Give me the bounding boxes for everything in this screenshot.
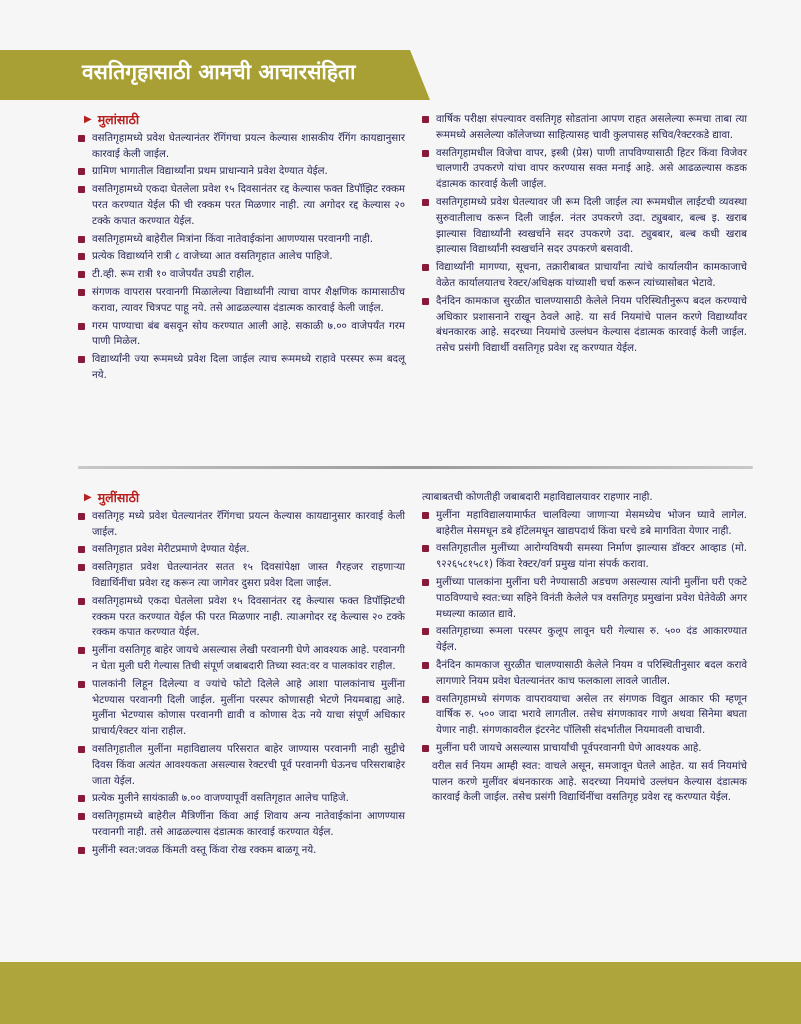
square-bullet-icon bbox=[422, 298, 429, 305]
arrow-right-icon: ▶ bbox=[84, 492, 92, 503]
rule-text: मुलींना महाविद्यालयामार्फत चालविल्या जाणाऱ्या मेसमध्येच भोजन घ्यावे लागेल. बाहेरील मेसमधून डबे हॉटेलमधून खाद्यपदार्थ किंवा घरचे डबे मागविता येणार नाही. bbox=[436, 509, 747, 537]
square-bullet-icon bbox=[78, 186, 85, 193]
square-bullet-icon bbox=[78, 813, 85, 820]
rule-item bbox=[78, 843, 405, 859]
girls-section-title: मुलींसाठी bbox=[97, 490, 140, 505]
rule-item bbox=[422, 195, 747, 258]
square-bullet-icon bbox=[422, 662, 429, 669]
rule-item bbox=[422, 260, 747, 292]
square-bullet-icon bbox=[78, 546, 85, 553]
girls-right-column bbox=[422, 490, 747, 808]
boys-left-column bbox=[78, 112, 405, 386]
section-divider bbox=[78, 466, 753, 469]
square-bullet-icon bbox=[78, 681, 85, 688]
rule-text: वसतिगृहामध्ये प्रवेश घेतल्यावर जी रूम दिली जाईल त्या रूममधील लाईटची व्यवस्था सुरुवातीलाच करून दिली जाईल. नंतर उपकरणे उदा. ट्युबबार, बल्ब इ. खराब झाल्यास विद्यार्थ्यांनी स्वखर्चाने सदर उपकरणे उदा. ट्युबबार, बल्ब कधी खराब झाल्यास विद्यार्थ्यांनी स्वखर्चाने सदर उपकरणे बसवावी. bbox=[436, 196, 747, 256]
square-bullet-icon bbox=[78, 135, 85, 142]
rule-item bbox=[422, 624, 747, 656]
rule-item bbox=[422, 575, 747, 622]
rule-item bbox=[78, 643, 405, 675]
rule-item bbox=[78, 560, 405, 592]
square-bullet-icon bbox=[78, 323, 85, 330]
rule-text: वसतिगृहातील मुलींना महाविद्यालय परिसरात बाहेर जाण्यास परवानगी नाही सुट्टीचे दिवस किंवा अत्यंत आवश्यकता असल्यास रेक्टरची पूर्व परवानगी घेऊनच परिसराबाहेर जाता येईल. bbox=[92, 743, 405, 787]
square-bullet-icon bbox=[78, 253, 85, 260]
rule-item bbox=[78, 742, 405, 789]
rule-text: वसतिगृहामध्ये प्रवेश घेतल्यानंतर रॅगिंगचा प्रयत्न केल्यास शासकीय रॅगिंग कायद्यानुसार कारवाई केली जाईल. bbox=[92, 132, 405, 160]
rule-item bbox=[78, 542, 405, 558]
rule-text: दैनंदिन कामकाज सुरळीत चालण्यासाठी केलेले नियम व परिस्थितीनुसार बदल करावे लागणारे नियम प्रवेश घेतल्यानंतर काच फलकाला लावले जातील. bbox=[436, 659, 747, 687]
rule-item bbox=[78, 809, 405, 841]
rule-item bbox=[78, 232, 405, 248]
rule-item bbox=[422, 112, 747, 144]
square-bullet-icon bbox=[422, 264, 429, 271]
rule-text: वसतिगृहामध्ये बाहेरील मित्रांना किंवा नातेवाईकांना आणण्यास परवानगी नाही. bbox=[92, 233, 373, 245]
rule-item bbox=[78, 509, 405, 541]
rule-text: वसतिगृहातील मुलींच्या आरोग्यविषयी समस्या निर्माण झाल्यास डॉक्टर आव्हाड (मो. ९२२६५८१५८१) किंवा रेक्टर/वर्ग प्रमुख यांना संपर्क करावा. bbox=[436, 543, 747, 571]
square-bullet-icon bbox=[78, 271, 85, 278]
girls-closing-text: वरील सर्व नियम आम्ही स्वत: वाचले असून, समजावून घेतले आहेत. या सर्व नियमांचे पालन करणे मुलींवर बंधनकारक आहे. सदरच्या नियमांचे उल्लंघन केल्यास दंडात्मक कारवाई केली जाईल. तसेच प्रसंगी विद्यार्थिनींचा वसतिगृह प्रवेश रद्द करण्यात येईल. bbox=[432, 760, 747, 804]
square-bullet-icon bbox=[422, 150, 429, 157]
square-bullet-icon bbox=[422, 116, 429, 123]
rule-item bbox=[422, 692, 747, 739]
square-bullet-icon bbox=[78, 647, 85, 654]
footer-band bbox=[0, 962, 801, 1024]
boys-section-title: मुलांसाठी bbox=[97, 112, 140, 127]
rule-text: ग्रामिण भागातील विद्यार्थ्यांना प्रथम प्राधान्याने प्रवेश देण्यात येईल. bbox=[92, 166, 328, 178]
girls-left-column bbox=[78, 490, 405, 861]
square-bullet-icon bbox=[422, 579, 429, 586]
rule-item bbox=[78, 677, 405, 740]
rule-text: वसतिगृहामध्ये एकदा घेतलेला प्रवेश १५ दिवसानंतर रद्द केल्यास फक्त डिपॉझिटची रक्कम परत करण्यात येईल फी परत मिळणार नाही. त्याअगोदर रद्द केल्यास २० टक्के रक्कम कपात करण्यात येईल. bbox=[92, 595, 405, 639]
rule-text: वसतिगृह मध्ये प्रवेश घेतल्यानंतर रॅगिंगचा प्रयत्न केल्यास कायद्यानुसार कारवाई केली जाईल. bbox=[92, 510, 405, 538]
rule-text: मुलींना घरी जायचे असल्यास प्राचार्यांची पूर्वपरवानगी घेणे आवश्यक आहे. bbox=[436, 742, 702, 754]
square-bullet-icon bbox=[78, 795, 85, 802]
rule-item bbox=[78, 164, 405, 180]
square-bullet-icon bbox=[422, 628, 429, 635]
rule-item bbox=[78, 791, 405, 807]
rule-text: वसतिगृहामधील विजेचा वापर, इस्त्री (प्रेस) पाणी तापविण्यासाठी हिटर किंवा विजेवर चालणारी उपकरणे यांचा वापर करण्यास सक्त मनाई आहे. असे आढळल्यास कडक दंडात्मक कारवाई केली जाईल. bbox=[436, 147, 747, 191]
square-bullet-icon bbox=[422, 745, 429, 752]
rule-text: वसतिगृहामध्ये बाहेरील मैत्रिणींना किंवा आई शिवाय अन्य नातेवाईकांना आणण्यास परवानगी नाही. तसे आढळल्यास दंडात्मक कारवाई करण्यात येईल. bbox=[92, 811, 405, 838]
rule-item bbox=[422, 541, 747, 573]
rule-text: प्रत्येक मुलीने सायंकाळी ७.०० वाजण्यापूर्वी वसतिगृहात आलेच पाहिजे. bbox=[92, 793, 349, 805]
rule-text: गरम पाण्याचा बंब बसवून सोय करण्यात आली आहे. सकाळी ७.०० वाजेपर्यंत गरम पाणी मिळेल. bbox=[92, 320, 405, 348]
rule-text: वसतिगृहात प्रवेश मेरीटप्रमाणे देण्यात येईल. bbox=[92, 544, 250, 556]
rule-text: वसतिगृहाच्या रूमला परस्पर कुलूप लावून घरी गेल्यास रु. ५०० दंड आकारण्यात येईल. bbox=[436, 626, 747, 654]
girls-section-heading bbox=[78, 490, 405, 506]
rule-text: वसतिगृहात प्रवेश घेतल्यानंतर सतत १५ दिवसांपेक्षा जास्त गैरहजर राहणाऱ्या विद्यार्थिनींचा प्रवेश रद्द करून त्या जागेवर दुसरा प्रवेश दिला जाईल. bbox=[92, 562, 405, 589]
square-bullet-icon bbox=[78, 598, 85, 605]
rule-text: टी.व्ही. रूम रात्री १० वाजेपर्यंत उघडी राहील. bbox=[92, 269, 255, 281]
square-bullet-icon bbox=[78, 289, 85, 296]
rule-item bbox=[78, 352, 405, 384]
rule-item bbox=[422, 146, 747, 193]
boys-right-column bbox=[422, 112, 747, 359]
rule-text: संगणक वापरास परवानगी मिळालेल्या विद्यार्थ्यांनी त्याचा वापर शैक्षणिक कामासाठीच करावा, त्यावर चित्रपट पाहू नये. तसे आढळल्यास दंडात्मक कारवाई केली जाईल. bbox=[92, 286, 405, 314]
square-bullet-icon bbox=[78, 356, 85, 363]
square-bullet-icon bbox=[422, 512, 429, 519]
square-bullet-icon bbox=[78, 168, 85, 175]
boys-section-heading bbox=[78, 112, 405, 128]
rule-item bbox=[78, 285, 405, 317]
rule-item bbox=[422, 294, 747, 357]
rule-text: विद्यार्थ्यांनी ज्या रूममध्ये प्रवेश दिला जाईल त्याच रूममध्ये राहावे परस्पर रूम बदलू नये. bbox=[92, 354, 405, 381]
rule-item bbox=[422, 658, 747, 690]
page-title: वसतिगृहासाठी आमची आचारसंहिता bbox=[82, 60, 356, 84]
square-bullet-icon bbox=[78, 746, 85, 753]
girls-continuation-text: त्याबाबतची कोणतीही जबाबदारी महाविद्यालयावर राहणार नाही. bbox=[422, 492, 653, 503]
rule-item bbox=[78, 249, 405, 265]
rule-item bbox=[78, 267, 405, 283]
rule-text: मुलींना वसतिगृह बाहेर जायचे असल्यास लेखी परवानगी घेणे आवश्यक आहे. परवानगी न घेता मुली घरी गेल्यास तिची संपूर्ण जबाबदारी तिच्या स्वत:वर व पालकांवर राहील. bbox=[92, 645, 405, 672]
rule-item bbox=[78, 182, 405, 229]
rule-item bbox=[78, 131, 405, 163]
rule-text: मुलींच्या पालकांना मुलींना घरी नेण्यासाठी अडचण असल्यास त्यांनी मुलींना घरी एकटे पाठविण्याचे स्वत:च्या सहिने विनंती केलेले पत्र वसतिगृह प्रमुखांना प्रवेश घेतेवेळी अगर मध्यल्या काळात द्यावे. bbox=[436, 576, 747, 620]
square-bullet-icon bbox=[78, 847, 85, 854]
rule-text: वार्षिक परीक्षा संपल्यावर वसतिगृह सोडतांना आपण राहत असलेल्या रूमचा ताबा त्या रूममध्ये असलेल्या कॉलेजच्या साहित्यासह चावी कुलपासह सचिव/रेक्टरकडे द्यावा. bbox=[436, 114, 747, 141]
rule-text: प्रत्येक विद्यार्थ्याने रात्री ८ वाजेच्या आत वसतिगृहात आलेच पाहिजे. bbox=[92, 251, 333, 263]
square-bullet-icon bbox=[422, 545, 429, 552]
rule-text: दैनंदिन कामकाज सुरळीत चालण्यासाठी केलेले नियम परिस्थितीनुरूप बदल करण्याचे अधिकार प्रशासनाने राखून ठेवले आहे. या सर्व नियमांचे पालन करणे विद्यार्थ्यांवर बंधनकारक आहे. सदरच्या नियमांचे उल्लंघन केल्यास दंडात्मक कारवाई केली जाईल. तसेच प्रसंगी विद्यार्थी वसतिगृह प्रवेश रद्द करण्यात येईल. bbox=[436, 295, 747, 355]
rule-text: वसतिगृहामध्ये संगणक वापरावयाचा असेल तर संगणक विद्युत आकार फी म्हणून वार्षिक रु. ५०० जादा भरावे लागतील. तसेच संगणकावर गाणे अथवा सिनेमा बघता येणार नाही. संगणकावरील इंटरनेट पॉलिसी संदर्भातील नियमावली वाचावी. bbox=[436, 693, 747, 737]
square-bullet-icon bbox=[78, 236, 85, 243]
rule-text: पालकांनी लिहून दिलेल्या व ज्यांचे फोटो दिलेले आहे आशा पालकांनाच मुलींना भेटण्यास परवानगी दिली जाईल. मुलींना परस्पर कोणासही भेटणे नियमबाह्य आहे. मुलींना भेटण्यास कोणास परवानगी द्यावी व कोणास देऊ नये याचा संपूर्ण अधिकार प्राचार्य/रेक्टर यांना राहील. bbox=[92, 678, 405, 738]
rule-item bbox=[422, 741, 747, 757]
square-bullet-icon bbox=[78, 513, 85, 520]
rule-item bbox=[78, 319, 405, 351]
square-bullet-icon bbox=[78, 564, 85, 571]
square-bullet-icon bbox=[422, 696, 429, 703]
square-bullet-icon bbox=[422, 199, 429, 206]
arrow-right-icon: ▶ bbox=[84, 114, 92, 125]
rule-text: विद्यार्थ्यांनी मागण्या, सूचना, तक्रारीबाबत प्राचार्यांना त्यांचे कार्यालयीन कामकाजाचे वेळेत कार्यालयातच रेक्टर/अधिक्षक यांच्याशी चर्चा करून त्यांच्यासोबत भेटावे. bbox=[436, 262, 747, 289]
rule-text: वसतिगृहामध्ये एकदा घेतलेला प्रवेश १५ दिवसानंतर रद्द केल्यास फक्त डिपॉझिट रक्कम परत करण्यात येईल फी ची रक्कम परत मिळणार नाही. त्या अगोदर रद्द केल्यास २० टक्के कपात करण्यात येईल. bbox=[92, 184, 405, 227]
rule-text: मुलींनी स्वत:जवळ किंमती वस्तू किंवा रोख रक्कम बाळगू नये. bbox=[92, 844, 317, 856]
rule-item bbox=[78, 594, 405, 641]
rule-item bbox=[422, 508, 747, 540]
